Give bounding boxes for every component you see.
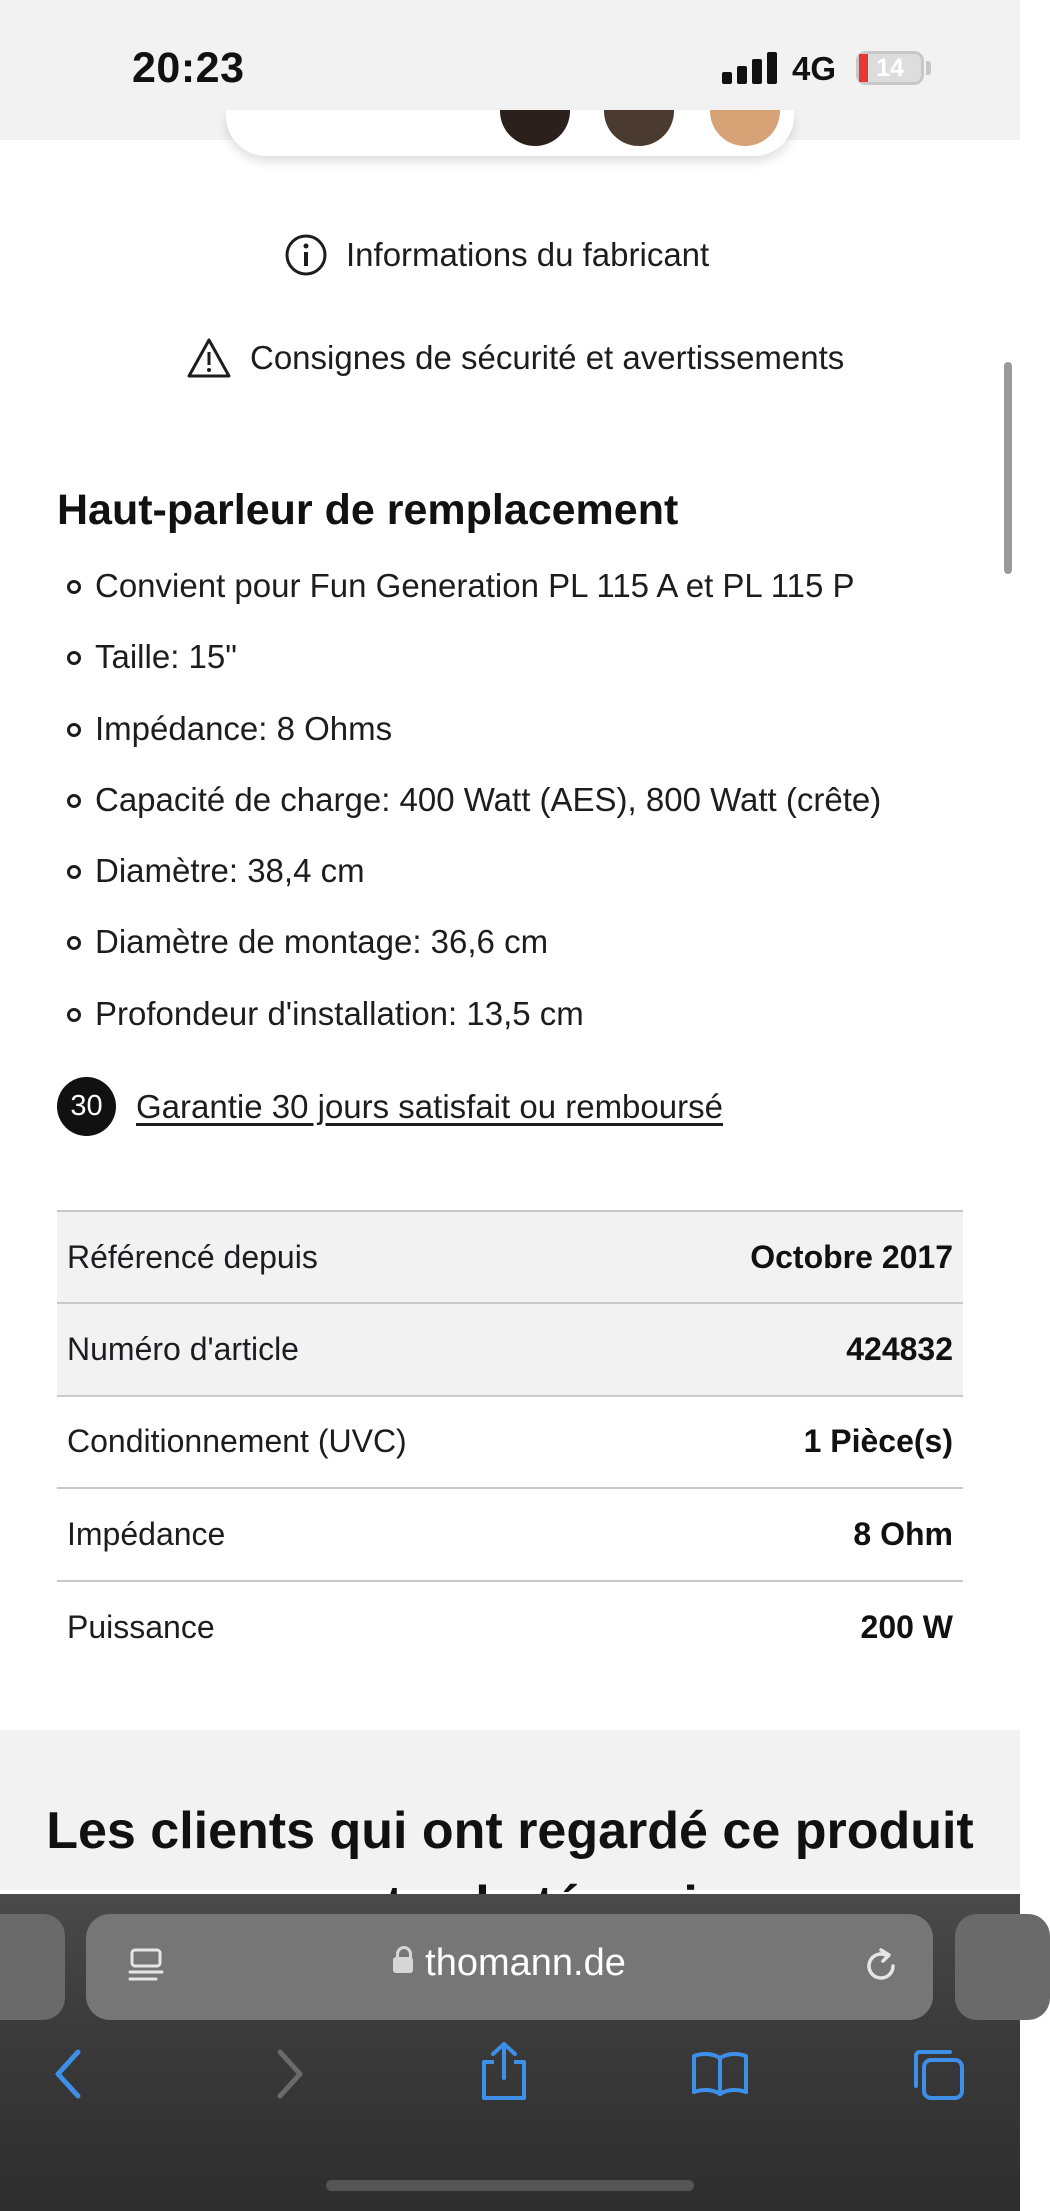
- manufacturer-info-label: Informations du fabricant: [346, 236, 710, 273]
- status-time: 20:23: [132, 44, 245, 92]
- spec-value: 424832: [846, 1331, 953, 1368]
- spec-label: Impédance: [67, 1515, 226, 1552]
- spec-value: Octobre 2017: [750, 1238, 953, 1275]
- list-item: Diamètre de montage: 36,6 cm: [66, 912, 881, 983]
- recommendations-section: [0, 1730, 1020, 1890]
- spec-label: Puissance: [67, 1608, 215, 1645]
- list-item: Taille: 15": [66, 627, 881, 698]
- info-icon: [284, 233, 328, 277]
- list-item: Diamètre: 38,4 cm: [66, 841, 881, 912]
- spec-label: Numéro d'article: [67, 1331, 299, 1368]
- avatar: [604, 110, 674, 146]
- spec-value: 200 W: [860, 1608, 953, 1645]
- spec-label: Référencé depuis: [67, 1238, 318, 1275]
- tabs-icon[interactable]: [910, 2046, 966, 2102]
- cellular-signal-icon: [722, 52, 778, 84]
- table-row: [57, 1211, 963, 1303]
- guarantee-link[interactable]: Garantie 30 jours satisfait ou remboursé: [136, 1087, 723, 1125]
- previous-tab-preview[interactable]: [0, 1914, 65, 2020]
- table-row: [57, 1303, 963, 1395]
- share-icon[interactable]: [478, 2040, 530, 2104]
- battery-icon: [856, 51, 924, 85]
- bookmarks-icon[interactable]: [690, 2050, 750, 2098]
- warning-icon: [186, 337, 232, 379]
- home-indicator: [326, 2180, 694, 2191]
- reload-icon[interactable]: [859, 1944, 903, 1988]
- recommendations-heading: Les clients qui ont regardé ce produit: [46, 1802, 974, 1860]
- brand-card-bottom: [226, 110, 794, 156]
- guarantee-badge: 30: [57, 1077, 116, 1136]
- list-item: Profondeur d'installation: 13,5 cm: [66, 984, 881, 1055]
- feature-list: [66, 556, 881, 1055]
- list-item: Capacité de charge: 400 Watt (AES), 800 Watt (crête): [66, 770, 881, 841]
- guarantee-row: [57, 1077, 723, 1136]
- list-item: Convient pour Fun Generation PL 115 A et PL 115 P: [66, 556, 881, 627]
- spec-value: 1 Pièce(s): [803, 1423, 953, 1460]
- url-text: thomann.de: [425, 1942, 626, 1984]
- lock-icon: [393, 1957, 413, 1973]
- network-type: 4G: [792, 50, 837, 87]
- manufacturer-info-link[interactable]: [284, 233, 709, 277]
- next-tab-preview[interactable]: [955, 1914, 1050, 2020]
- safety-warnings-label: Consignes de sécurité et avertissements: [250, 339, 845, 376]
- avatar: [710, 110, 780, 146]
- forward-icon[interactable]: [270, 2046, 310, 2102]
- table-row: [57, 1488, 963, 1580]
- safety-warnings-link[interactable]: [186, 337, 844, 379]
- spec-value: 8 Ohm: [853, 1515, 953, 1552]
- avatar: [500, 110, 570, 146]
- battery-tip: [926, 61, 931, 75]
- spec-label: Conditionnement (UVC): [67, 1423, 407, 1460]
- table-row: [57, 1581, 963, 1673]
- table-row: [57, 1396, 963, 1488]
- browser-toolbar: [0, 1894, 1020, 2211]
- back-icon[interactable]: [48, 2046, 88, 2102]
- address-bar[interactable]: [86, 1914, 933, 2020]
- battery-level: 14: [876, 53, 904, 82]
- specs-table: [57, 1210, 963, 1673]
- url-display[interactable]: [86, 1942, 933, 1985]
- product-heading: Haut-parleur de remplacement: [57, 486, 679, 534]
- scrollbar[interactable]: [1004, 362, 1012, 574]
- list-item: Impédance: 8 Ohms: [66, 699, 881, 770]
